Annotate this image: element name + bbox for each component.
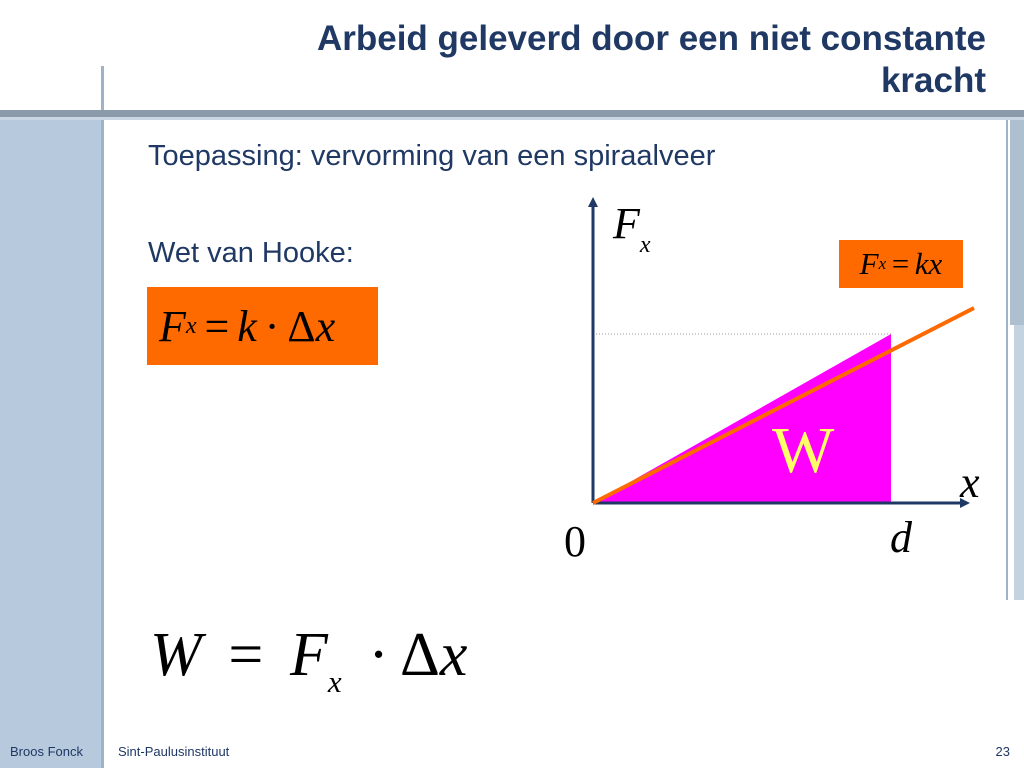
hooke-equation-box bbox=[147, 287, 378, 365]
hooke-eq-x: x bbox=[315, 301, 336, 351]
line-equation-box bbox=[839, 240, 963, 288]
left-side-panel bbox=[0, 118, 103, 768]
work-eq-dot: · bbox=[368, 621, 389, 689]
origin-label: 0 bbox=[564, 517, 586, 566]
x-axis-label: x bbox=[960, 458, 980, 507]
right-side-panel-lower bbox=[1014, 325, 1024, 600]
work-label: W bbox=[772, 414, 835, 487]
work-eq-equals: = bbox=[228, 621, 264, 689]
footer-author: Broos Fonck bbox=[10, 744, 83, 759]
work-area bbox=[593, 334, 891, 503]
work-eq-force: F bbox=[289, 621, 328, 689]
hooke-eq-k: k bbox=[237, 301, 257, 351]
right-side-panel bbox=[1010, 120, 1024, 325]
slide-title-line2: kracht bbox=[880, 61, 986, 100]
page-number: 23 bbox=[995, 744, 1010, 759]
line-eq-equals: = bbox=[891, 246, 910, 281]
hooke-law-label: Wet van Hooke: bbox=[148, 237, 354, 269]
slide-subtitle: Toepassing: vervorming van een spiraalveer bbox=[148, 140, 716, 172]
title-divider-shadow bbox=[0, 117, 1024, 120]
slide-title bbox=[146, 18, 986, 102]
work-eq-force-sub: x bbox=[327, 664, 342, 700]
slide-title-line1: Arbeid geleverd door een niet constante bbox=[316, 19, 986, 58]
hooke-eq-delta: Δ bbox=[287, 301, 316, 351]
line-eq-kx: kx bbox=[914, 246, 943, 281]
line-eq-force-sub: x bbox=[878, 254, 887, 273]
right-divider bbox=[1006, 120, 1008, 600]
left-divider bbox=[101, 66, 104, 768]
d-label: d bbox=[890, 513, 912, 562]
work-equation bbox=[150, 620, 467, 700]
work-eq-x: x bbox=[439, 621, 468, 689]
footer-institute: Sint-Paulusinstituut bbox=[118, 744, 230, 759]
work-eq-w: W bbox=[150, 621, 202, 689]
hooke-eq-force-sub: x bbox=[185, 312, 197, 339]
title-divider bbox=[0, 110, 1024, 117]
y-axis-label-sub: x bbox=[639, 232, 651, 258]
hooke-eq-equals: = bbox=[204, 301, 230, 351]
work-eq-delta: Δ bbox=[400, 621, 440, 689]
hooke-eq-force: F bbox=[159, 301, 186, 351]
y-axis-label: $F_x$ bbox=[613, 199, 651, 258]
hooke-eq-dot: · bbox=[264, 301, 280, 351]
line-eq-force: F bbox=[859, 246, 879, 281]
